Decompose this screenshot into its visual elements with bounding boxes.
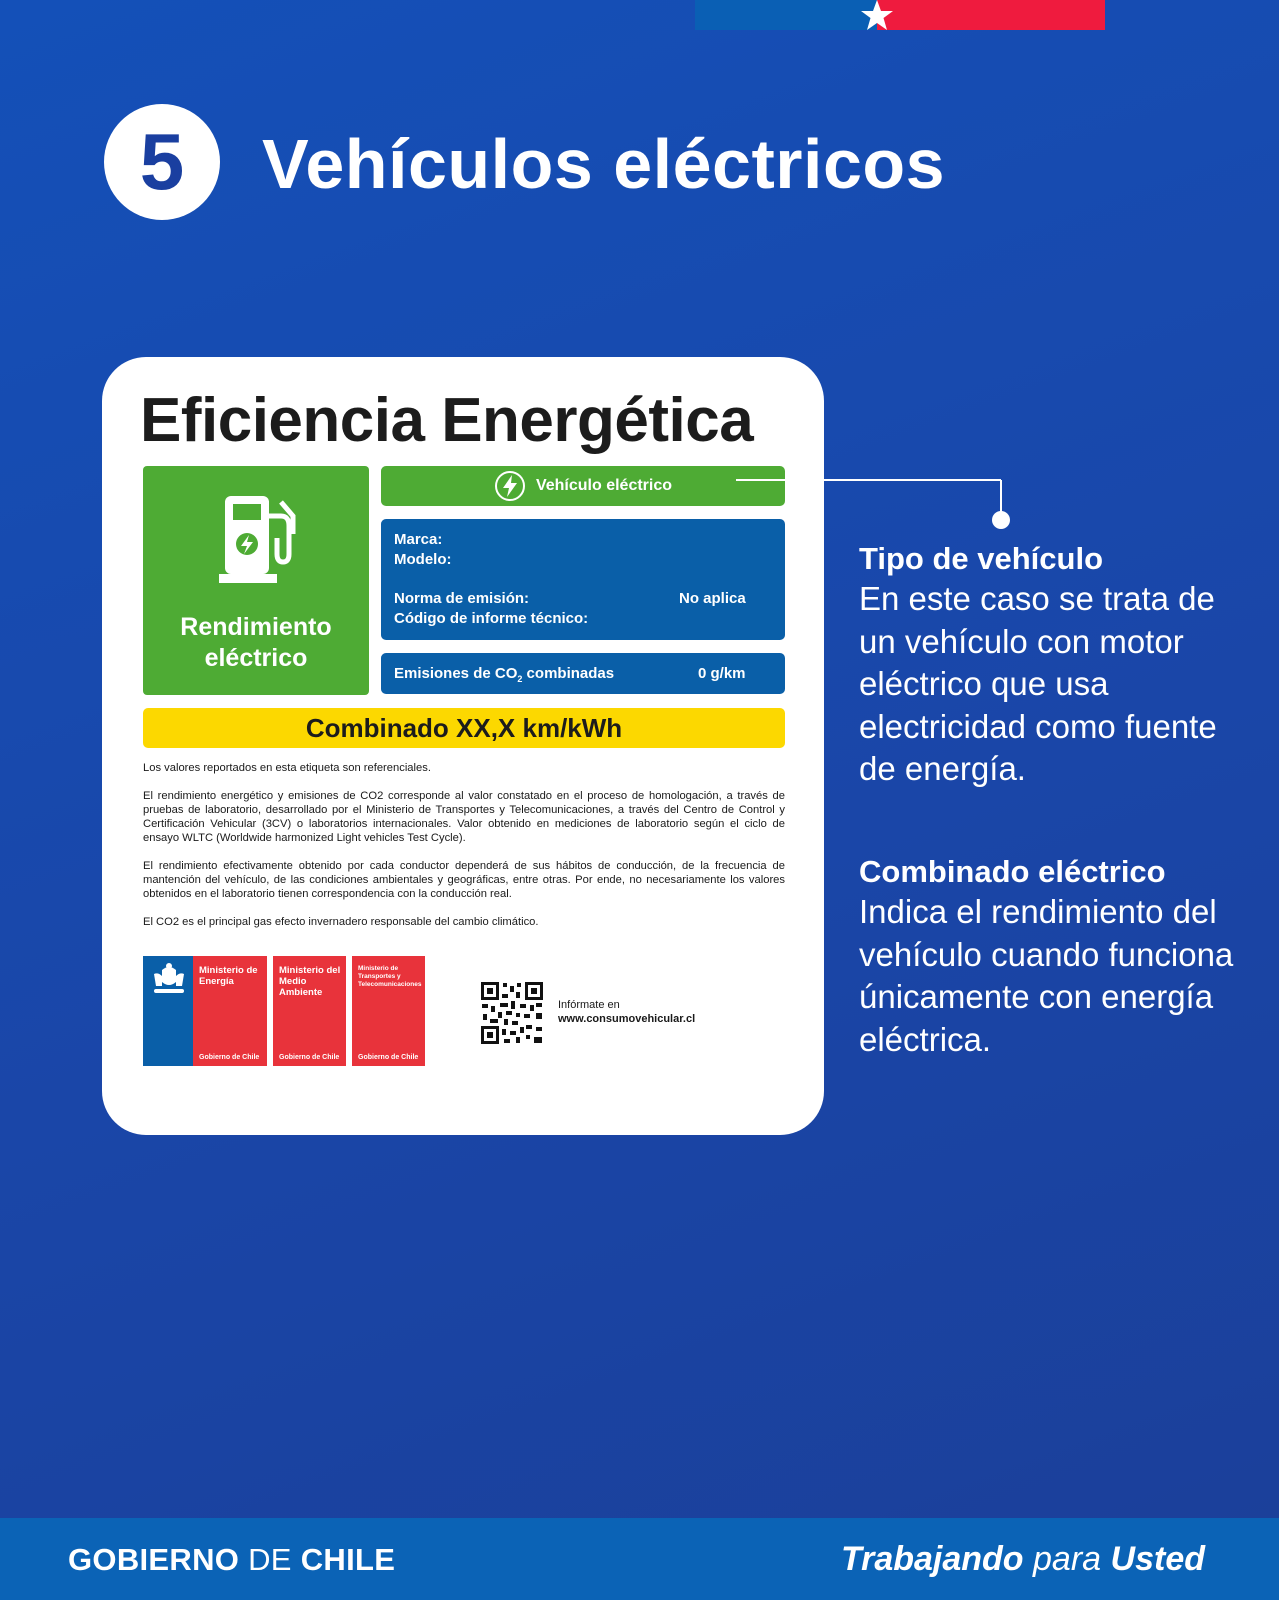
- vehicle-type-text: Vehículo eléctrico: [535, 477, 673, 494]
- explanation-combined: [859, 853, 1259, 1061]
- note-4: El CO2 es el principal gas efecto invernadero responsable del cambio climático.: [143, 916, 539, 928]
- co2-label-prefix: Emisiones de CO: [394, 665, 518, 682]
- charging-pump-icon: [219, 494, 301, 584]
- performance-label-line2: eléctrico: [204, 644, 308, 672]
- flag-blue-segment: [695, 0, 877, 30]
- note-3: El rendimiento efectivamente obtenido por cada conductor dependerá de sus hábitos de conducción, de la frecuencia de mantención del vehículo, de las condiciones ambientales y geográficas, entre otras. Por ende, no necesariamente los valores obtenidos en el laboratorio tienen correspondencia con la conducción real.: [143, 860, 785, 900]
- star-icon: [857, 0, 897, 32]
- flag-red-segment: [877, 0, 1105, 30]
- marca-label: Marca:: [394, 531, 443, 548]
- step-number-badge: 5: [104, 104, 220, 220]
- codigo-label: Código de informe técnico:: [394, 610, 589, 627]
- page-title: Vehículos eléctricos: [262, 125, 946, 203]
- explanation-combined-text: Indica el rendimiento del vehículo cuando funciona únicamente con energía eléctrica.: [859, 893, 1234, 1058]
- logo3-footer: Gobierno de Chile: [358, 1054, 419, 1061]
- slogan: [841, 1540, 1205, 1579]
- qr-url-link[interactable]: www.consumovehicular.cl: [558, 1013, 696, 1025]
- slogan-word-3: Usted: [1110, 1540, 1205, 1578]
- label-title: Eficiencia Energética: [140, 386, 754, 455]
- co2-value: 0 g/km: [698, 665, 746, 682]
- norma-label: Norma de emisión:: [394, 590, 530, 607]
- logo2-footer: Gobierno de Chile: [279, 1054, 340, 1061]
- co2-label-sub: 2: [517, 674, 523, 684]
- logo1-name: Ministerio de Energía: [199, 965, 258, 987]
- logo1-footer: Gobierno de Chile: [199, 1054, 260, 1061]
- logo-ministerio-medio-ambiente: [273, 956, 346, 1066]
- logo2-name: Ministerio del Medio Ambiente: [279, 965, 341, 998]
- performance-label-line1: Rendimiento: [180, 613, 332, 641]
- qr-caption: Infórmate en: [558, 999, 620, 1011]
- coat-of-arms-icon: [150, 962, 188, 996]
- modelo-label: Modelo:: [394, 551, 452, 568]
- explanation-vehicle-type-heading: Tipo de vehículo: [859, 541, 1104, 576]
- logo-ministerio-transportes: [352, 956, 425, 1066]
- slogan-word-2: para: [1023, 1540, 1111, 1578]
- label-notes: [143, 761, 785, 943]
- slogan-word-1: Trabajando: [840, 1540, 1024, 1578]
- vehicle-type-bar: [381, 466, 785, 506]
- flag-strip: [695, 0, 1105, 30]
- vehicle-info-box: [381, 519, 785, 640]
- co2-box: [381, 653, 785, 694]
- logo-ministerio-energia: [143, 956, 267, 1066]
- note-1: Los valores reportados en esta etiqueta son referenciales.: [143, 762, 431, 774]
- performance-label: [143, 612, 369, 674]
- gov-word-3: CHILE: [300, 1542, 396, 1577]
- ministry-logos: [143, 956, 425, 1066]
- government-logo-text: [68, 1542, 395, 1578]
- norma-value: No aplica: [679, 590, 746, 607]
- explanation-vehicle-type-text: En este caso se trata de un vehículo con motor eléctrico que usa electricidad como fuente de energía.: [859, 580, 1217, 787]
- gov-word-1: GOBIERNO: [68, 1542, 240, 1577]
- lightning-icon: [494, 470, 526, 502]
- gov-word-2: DE: [239, 1542, 301, 1577]
- note-2: El rendimiento energético y emisiones de CO2 corresponde al valor constatado en el proceso de homologación, a través de pruebas de laboratorio, desarrollado por el Ministerio de Transportes y Telecomunicaciones, a través del Centro de Control y Certificación Vehicular (3CV) o laboratorios internacionales. Valor obtenido en mediciones de laboratorio según el ciclo de ensayo WLTC (Worldwide harmonized Light vehicles Test Cycle).: [143, 790, 785, 844]
- logo3-name: Ministerio de Transportes y Telecomunicaciones: [358, 965, 422, 988]
- explanation-vehicle-type: [859, 540, 1259, 791]
- qr-code-icon[interactable]: [480, 981, 544, 1045]
- co2-label: [394, 665, 614, 684]
- efficiency-label-card: [102, 357, 824, 1135]
- explanation-combined-heading: Combinado eléctrico: [859, 854, 1166, 889]
- footer-bar: [0, 1518, 1279, 1600]
- combined-performance-bar: Combinado XX,X km/kWh: [143, 708, 785, 748]
- co2-label-suffix: combinadas: [522, 665, 615, 682]
- performance-box: [143, 466, 369, 695]
- qr-caption-block: [558, 998, 695, 1026]
